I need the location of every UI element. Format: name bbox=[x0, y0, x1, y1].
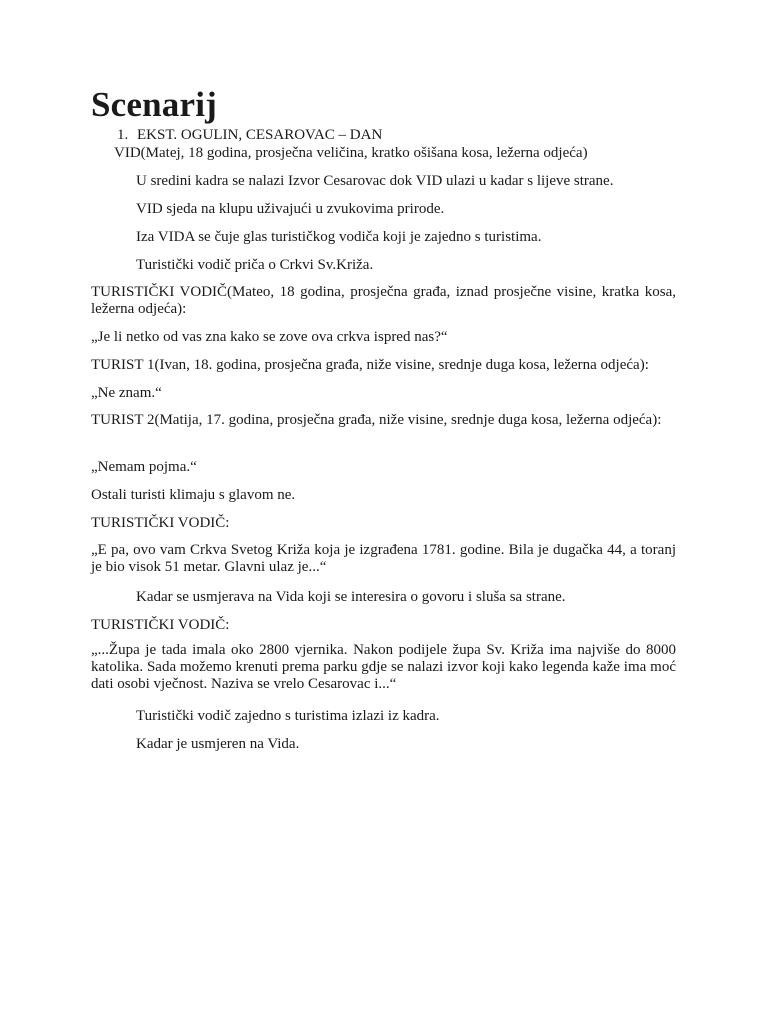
character-label: TURISTIČKI VODIČ: bbox=[91, 617, 230, 633]
action-line: VID sjeda na klupu uživajući u zvukovima prirode. bbox=[136, 201, 445, 217]
dialogue-line: „E pa, ovo vam Crkva Svetog Križa koja je izgrađena 1781. godine. Bila je dugačka 44, a toranj je bio visok 51 metar. Glavni ulaz je...“ bbox=[91, 542, 676, 575]
character-intro: TURISTIČKI VODIČ(Mateo, 18 godina, prosječna građa, iznad prosječne visine, kratka kosa, ležerna odjeća): bbox=[91, 284, 676, 317]
action-line: Turistički vodič priča o Crkvi Sv.Križa. bbox=[136, 257, 374, 273]
character-intro: VID(Matej, 18 godina, prosječna veličina, kratko ošišana kosa, ležerna odjeća) bbox=[114, 145, 588, 161]
dialogue-line: „...Župa je tada imala oko 2800 vjernika. Nakon podijele župa Sv. Križa ima najviše do 8000 katolika. Sada možemo krenuti prema parku gdje se nalazi izvor koji kako legenda kaže ima moć dati osobi vječnost. Naziva se vrelo Cesarovac i...“ bbox=[91, 642, 676, 692]
scene-heading-text: EKST. OGULIN, CESAROVAC – DAN bbox=[137, 127, 383, 143]
action-line: Kadar se usmjerava na Vida koji se interesira o govoru i sluša sa strane. bbox=[136, 589, 566, 605]
character-label: TURISTIČKI VODIČ: bbox=[91, 515, 230, 531]
dialogue-line: „Ne znam.“ bbox=[91, 385, 162, 401]
dialogue-line: „Nemam pojma.“ bbox=[91, 459, 197, 475]
document-title: Scenarij bbox=[91, 85, 218, 124]
scene-number: 1. bbox=[117, 127, 129, 143]
action-line: Turistički vodič zajedno s turistima izlazi iz kadra. bbox=[136, 708, 440, 724]
character-intro: TURIST 2(Matija, 17. godina, prosječna građa, niže visine, srednje duga kosa, ležerna odjeća): bbox=[91, 412, 662, 428]
action-line: Kadar je usmjeren na Vida. bbox=[136, 736, 300, 752]
action-line: Iza VIDA se čuje glas turističkog vodiča koji je zajedno s turistima. bbox=[136, 229, 542, 245]
scene-heading bbox=[117, 126, 382, 144]
dialogue-line: „Je li netko od vas zna kako se zove ova crkva ispred nas?“ bbox=[91, 329, 448, 345]
character-intro: TURIST 1(Ivan, 18. godina, prosječna građa, niže visine, srednje duga kosa, ležerna odjeća): bbox=[91, 357, 649, 373]
action-line: Ostali turisti klimaju s glavom ne. bbox=[91, 487, 296, 503]
action-line: U sredini kadra se nalazi Izvor Cesarovac dok VID ulazi u kadar s lijeve strane. bbox=[136, 173, 614, 189]
